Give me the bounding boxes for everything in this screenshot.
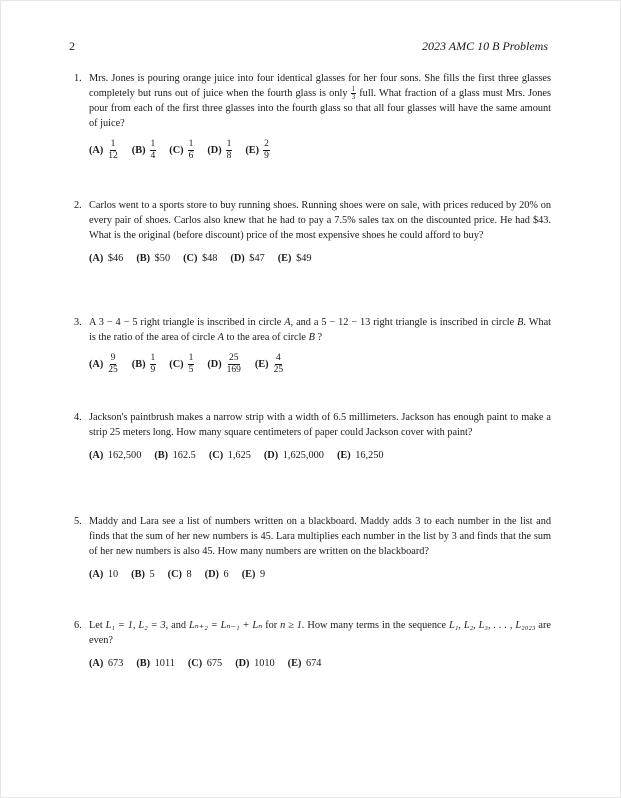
problem-2 [74, 198, 551, 266]
choice-c: (C) 8 [167, 569, 192, 580]
choice-a: (A) $\frac{1}{12}$ [89, 139, 118, 162]
problem-number: 4. [74, 412, 82, 423]
choice-a: (A) 162,500 [89, 450, 142, 461]
problem-3 [74, 315, 552, 376]
choice-a: (A) 673 [89, 658, 124, 669]
choice-c: (C) 675 [187, 658, 223, 669]
choice-b: (B) $50 [136, 253, 171, 264]
answer-choices [89, 567, 551, 582]
choice-e: (E) $\frac{2}{9}$ [245, 139, 269, 162]
choice-b: (B) $\frac{1}{4}$ [131, 139, 156, 162]
problem-text: Let L₁ = 1, L₂ = 3, and Lₙ₊₂ = Lₙ₋₁ + Lₙ for n ≥ 1. How many terms in the sequence L₁, L₂, L₃, . . . , L₂₀₂₃ are even? [89, 620, 551, 646]
choice-e: (E) 16,250 [336, 450, 384, 461]
inline-fraction: $\frac{1}{3}$ [351, 85, 356, 102]
problem-1 [74, 71, 552, 162]
problem-text: Carlos went to a sports store to buy running shoes. Running shoes were on sale, with prices reduced by 20% on every pair of shoes. Carlos also knew that he had to pay a 7.5% sales tax on the discounted price. He had $43. What is the original (before discount) price of the most expensive shoes he could afford to buy? [89, 200, 551, 241]
choice-c: (C) $\frac{1}{5}$ [169, 353, 194, 375]
choice-a: (A) $\frac{9}{25}$ [89, 353, 118, 375]
problem-number: 6. [74, 620, 82, 631]
problem-number: 5. [74, 516, 82, 527]
answer-choices [89, 251, 551, 266]
choice-d: (D) $\frac{25}{169}$ [207, 353, 241, 375]
choice-d: (D) 1010 [235, 658, 275, 669]
answer-choices [89, 656, 551, 671]
problem-text: Jackson's paintbrush makes a narrow strip with a width of 6.5 millimeters. Jackson has enough paint to make a strip 25 meters long. How many square centimeters of paper could Jackson cover with paint? [89, 412, 551, 438]
choice-e: (E) $\frac{4}{25}$ [254, 353, 284, 375]
problem-4 [74, 410, 551, 463]
problem-text: A 3 − 4 − 5 right triangle is inscribed in circle A, and a 5 − 12 − 13 right triangle is inscribed in circle B. What is the ratio of the area of circle A to the area of circle B ? [89, 317, 552, 343]
choice-b: (B) $\frac{1}{9}$ [131, 353, 156, 375]
answer-choices [89, 448, 551, 463]
choice-b: (B) 5 [131, 569, 155, 580]
choice-d: (D) $\frac{1}{8}$ [207, 139, 232, 162]
problem-number: 3. [74, 317, 82, 328]
answer-choices [89, 353, 551, 376]
choice-b: (B) 1011 [136, 658, 175, 669]
problem-6 [74, 618, 551, 671]
answer-choices [89, 139, 551, 162]
choice-a: (A) 10 [89, 569, 119, 580]
problem-number: 1. [74, 73, 82, 84]
choice-d: (D) 1,625,000 [263, 450, 324, 461]
choice-c: (C) $\frac{1}{6}$ [169, 139, 194, 162]
choice-c: (C) $48 [183, 253, 218, 264]
choice-c: (C) 1,625 [208, 450, 251, 461]
problem-5 [74, 514, 551, 582]
running-title: 2023 AMC 10 B Problems [422, 39, 548, 53]
choice-e: (E) 9 [241, 569, 266, 580]
page-number: 2 [69, 39, 75, 53]
choice-d: (D) $47 [230, 253, 265, 264]
choice-d: (D) 6 [204, 569, 229, 580]
problem-text: Maddy and Lara see a list of numbers written on a blackboard. Maddy adds 3 to each number in the list and finds that the sum of her new numbers is 45. Lara multiplies each number in the list by 3 and finds that the sum of her new numbers is also 45. How many numbers are written on the blackboard? [89, 516, 551, 557]
problem-text: Mrs. Jones is pouring orange juice into four identical glasses for her four sons. She fills the first three glasses completely but runs out of juice when the fourth glass is only $\frac{1}{3}$ full. What fraction of a glass must Mrs. Jones pour from each of the first three glasses into the fourth glass so that all four glasses will have the same amount of juice? [89, 73, 552, 130]
choice-e: (E) $49 [277, 253, 312, 264]
problem-number: 2. [74, 200, 82, 211]
choice-e: (E) 674 [287, 658, 322, 669]
choice-a: (A) $46 [89, 253, 124, 264]
choice-b: (B) 162.5 [154, 450, 196, 461]
